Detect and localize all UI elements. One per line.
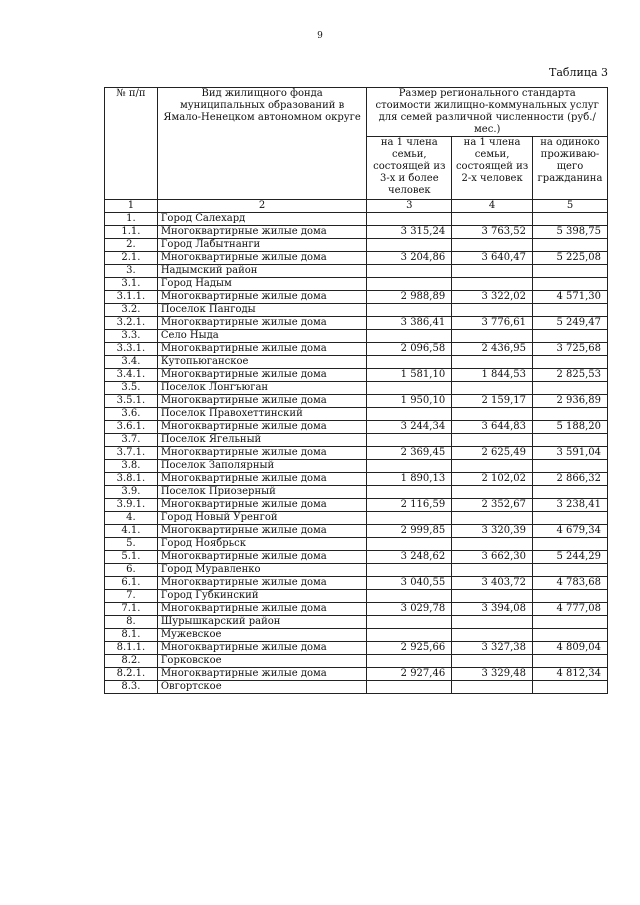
housing-type-cell: Надымский район bbox=[157, 265, 367, 278]
housing-type-cell: Многоквартирные жилые дома bbox=[157, 343, 367, 356]
row-number-cell: 3.4.1. bbox=[105, 369, 158, 382]
row-number-cell: 3.2. bbox=[105, 304, 158, 317]
housing-type-cell: Кутопьюганское bbox=[157, 356, 367, 369]
value-family-2-cell bbox=[452, 538, 533, 551]
value-family-3plus-cell: 3 248,62 bbox=[367, 551, 452, 564]
table-row bbox=[105, 356, 608, 369]
value-single-cell bbox=[533, 239, 608, 252]
housing-standard-table bbox=[104, 87, 608, 694]
value-family-2-cell: 2 102,02 bbox=[452, 473, 533, 486]
row-number-cell: 8.3. bbox=[105, 681, 158, 694]
row-number-cell: 8.1.1. bbox=[105, 642, 158, 655]
value-family-2-cell bbox=[452, 434, 533, 447]
value-family-3plus-cell: 3 386,41 bbox=[367, 317, 452, 330]
value-single-cell bbox=[533, 213, 608, 226]
row-number-cell: 6. bbox=[105, 564, 158, 577]
housing-type-cell: Многоквартирные жилые дома bbox=[157, 447, 367, 460]
row-number-cell: 3.3.1. bbox=[105, 343, 158, 356]
housing-type-cell: Многоквартирные жилые дома bbox=[157, 369, 367, 382]
row-number-cell: 3.5.1. bbox=[105, 395, 158, 408]
value-single-cell bbox=[533, 538, 608, 551]
table-row bbox=[105, 369, 608, 382]
row-number-cell: 3.9. bbox=[105, 486, 158, 499]
housing-type-cell: Многоквартирные жилые дома bbox=[157, 252, 367, 265]
table-row bbox=[105, 460, 608, 473]
value-family-2-cell bbox=[452, 590, 533, 603]
housing-type-cell: Многоквартирные жилые дома bbox=[157, 525, 367, 538]
value-family-2-cell: 2 352,67 bbox=[452, 499, 533, 512]
row-number-cell: 3.8.1. bbox=[105, 473, 158, 486]
table-row bbox=[105, 538, 608, 551]
housing-type-cell: Многоквартирные жилые дома bbox=[157, 499, 367, 512]
row-number-cell: 6.1. bbox=[105, 577, 158, 590]
value-family-2-cell: 1 844,53 bbox=[452, 369, 533, 382]
value-family-3plus-cell bbox=[367, 434, 452, 447]
row-number-cell: 7.1. bbox=[105, 603, 158, 616]
table-row bbox=[105, 304, 608, 317]
value-family-2-cell: 3 320,39 bbox=[452, 525, 533, 538]
table-row bbox=[105, 512, 608, 525]
value-family-3plus-cell bbox=[367, 486, 452, 499]
housing-type-cell: Многоквартирные жилые дома bbox=[157, 473, 367, 486]
table-body bbox=[105, 213, 608, 694]
housing-type-cell: Многоквартирные жилые дома bbox=[157, 551, 367, 564]
housing-type-cell: Многоквартирные жилые дома bbox=[157, 291, 367, 304]
table-row bbox=[105, 434, 608, 447]
row-number-cell: 3.7.1. bbox=[105, 447, 158, 460]
header-standard-group: Размер регионального стандарта стоимости жилищно-коммунальных услуг для семей различной численности (руб./мес.) bbox=[367, 88, 608, 137]
value-family-2-cell bbox=[452, 278, 533, 291]
housing-type-cell: Поселок Лонгъюган bbox=[157, 382, 367, 395]
value-family-3plus-cell: 2 925,66 bbox=[367, 642, 452, 655]
table-row bbox=[105, 395, 608, 408]
housing-type-cell: Горковское bbox=[157, 655, 367, 668]
housing-type-cell: Многоквартирные жилые дома bbox=[157, 668, 367, 681]
housing-type-cell: Город Лабытнанги bbox=[157, 239, 367, 252]
table-row bbox=[105, 265, 608, 278]
page-number: 9 bbox=[317, 31, 323, 41]
housing-type-cell: Село Ныда bbox=[157, 330, 367, 343]
header-family-2: на 1 члена семьи, состоящей из 2-х человек bbox=[452, 137, 533, 200]
value-family-3plus-cell bbox=[367, 616, 452, 629]
table-row bbox=[105, 642, 608, 655]
value-single-cell bbox=[533, 486, 608, 499]
row-number-cell: 3.1. bbox=[105, 278, 158, 291]
value-single-cell: 4 812,34 bbox=[533, 668, 608, 681]
value-family-2-cell bbox=[452, 681, 533, 694]
table-row bbox=[105, 239, 608, 252]
housing-type-cell: Город Салехард bbox=[157, 213, 367, 226]
row-number-cell: 2. bbox=[105, 239, 158, 252]
value-single-cell bbox=[533, 382, 608, 395]
header-housing-type: Вид жилищного фонда муниципальных образований в Ямало-Ненецком автономном округе bbox=[157, 88, 367, 200]
row-number-cell: 2.1. bbox=[105, 252, 158, 265]
value-single-cell: 2 866,32 bbox=[533, 473, 608, 486]
table-row bbox=[105, 226, 608, 239]
value-family-3plus-cell bbox=[367, 655, 452, 668]
table-row bbox=[105, 681, 608, 694]
housing-type-cell: Многоквартирные жилые дома bbox=[157, 577, 367, 590]
value-family-3plus-cell: 3 244,34 bbox=[367, 421, 452, 434]
row-number-cell: 8.2. bbox=[105, 655, 158, 668]
value-single-cell: 2 825,53 bbox=[533, 369, 608, 382]
value-family-3plus-cell: 2 999,85 bbox=[367, 525, 452, 538]
column-number: 4 bbox=[452, 200, 533, 213]
housing-type-cell: Город Надым bbox=[157, 278, 367, 291]
value-single-cell bbox=[533, 265, 608, 278]
table-row bbox=[105, 577, 608, 590]
value-family-2-cell: 2 625,49 bbox=[452, 447, 533, 460]
value-single-cell: 4 777,08 bbox=[533, 603, 608, 616]
value-family-3plus-cell bbox=[367, 330, 452, 343]
value-single-cell: 5 398,75 bbox=[533, 226, 608, 239]
row-number-cell: 3.7. bbox=[105, 434, 158, 447]
column-number: 5 bbox=[533, 200, 608, 213]
column-number: 1 bbox=[105, 200, 158, 213]
table-row bbox=[105, 564, 608, 577]
value-single-cell: 5 244,29 bbox=[533, 551, 608, 564]
table-row bbox=[105, 473, 608, 486]
value-family-3plus-cell bbox=[367, 590, 452, 603]
value-single-cell bbox=[533, 356, 608, 369]
value-single-cell: 4 571,30 bbox=[533, 291, 608, 304]
value-single-cell bbox=[533, 681, 608, 694]
value-family-2-cell bbox=[452, 486, 533, 499]
header-single: на одиноко проживаю-щего гражданина bbox=[533, 137, 608, 200]
table-row bbox=[105, 551, 608, 564]
housing-type-cell: Город Новый Уренгой bbox=[157, 512, 367, 525]
value-family-2-cell bbox=[452, 330, 533, 343]
housing-type-cell: Поселок Приозерный bbox=[157, 486, 367, 499]
value-single-cell bbox=[533, 629, 608, 642]
value-family-3plus-cell: 1 950,10 bbox=[367, 395, 452, 408]
table-row bbox=[105, 655, 608, 668]
value-family-3plus-cell: 2 369,45 bbox=[367, 447, 452, 460]
value-single-cell: 5 188,20 bbox=[533, 421, 608, 434]
housing-type-cell: Овгортское bbox=[157, 681, 367, 694]
value-single-cell bbox=[533, 304, 608, 317]
value-family-2-cell bbox=[452, 564, 533, 577]
value-single-cell: 2 936,89 bbox=[533, 395, 608, 408]
table-row bbox=[105, 343, 608, 356]
row-number-cell: 1.1. bbox=[105, 226, 158, 239]
table-row bbox=[105, 590, 608, 603]
value-single-cell bbox=[533, 512, 608, 525]
value-family-3plus-cell: 2 988,89 bbox=[367, 291, 452, 304]
table-row bbox=[105, 447, 608, 460]
row-number-cell: 8.2.1. bbox=[105, 668, 158, 681]
row-number-cell: 4. bbox=[105, 512, 158, 525]
value-single-cell: 4 809,04 bbox=[533, 642, 608, 655]
row-number-cell: 3.4. bbox=[105, 356, 158, 369]
value-single-cell bbox=[533, 590, 608, 603]
housing-type-cell: Мужевское bbox=[157, 629, 367, 642]
value-family-2-cell bbox=[452, 408, 533, 421]
column-number: 2 bbox=[157, 200, 367, 213]
row-number-cell: 4.1. bbox=[105, 525, 158, 538]
value-family-2-cell bbox=[452, 265, 533, 278]
value-family-2-cell bbox=[452, 655, 533, 668]
value-single-cell: 4 679,34 bbox=[533, 525, 608, 538]
value-family-2-cell bbox=[452, 239, 533, 252]
value-family-3plus-cell: 3 029,78 bbox=[367, 603, 452, 616]
table-row bbox=[105, 213, 608, 226]
value-family-2-cell: 3 322,02 bbox=[452, 291, 533, 304]
value-single-cell: 4 783,68 bbox=[533, 577, 608, 590]
value-single-cell bbox=[533, 616, 608, 629]
value-family-2-cell bbox=[452, 616, 533, 629]
row-number-cell: 8. bbox=[105, 616, 158, 629]
value-family-3plus-cell bbox=[367, 382, 452, 395]
header-number: № п/п bbox=[105, 88, 158, 200]
value-single-cell bbox=[533, 460, 608, 473]
value-family-2-cell: 3 644,83 bbox=[452, 421, 533, 434]
value-family-3plus-cell bbox=[367, 629, 452, 642]
table-row bbox=[105, 603, 608, 616]
housing-type-cell: Поселок Ягельный bbox=[157, 434, 367, 447]
table-row bbox=[105, 278, 608, 291]
housing-type-cell: Город Губкинский bbox=[157, 590, 367, 603]
value-single-cell bbox=[533, 434, 608, 447]
value-family-2-cell bbox=[452, 460, 533, 473]
value-family-2-cell: 3 662,30 bbox=[452, 551, 533, 564]
value-family-2-cell bbox=[452, 382, 533, 395]
housing-type-cell: Многоквартирные жилые дома bbox=[157, 395, 367, 408]
value-family-3plus-cell: 1 581,10 bbox=[367, 369, 452, 382]
value-family-3plus-cell: 2 116,59 bbox=[367, 499, 452, 512]
housing-type-cell: Поселок Пангоды bbox=[157, 304, 367, 317]
value-family-3plus-cell bbox=[367, 213, 452, 226]
value-single-cell bbox=[533, 655, 608, 668]
housing-type-cell: Многоквартирные жилые дома bbox=[157, 642, 367, 655]
row-number-cell: 8.1. bbox=[105, 629, 158, 642]
table-row bbox=[105, 421, 608, 434]
value-single-cell: 5 249,47 bbox=[533, 317, 608, 330]
value-family-3plus-cell: 3 315,24 bbox=[367, 226, 452, 239]
row-number-cell: 5.1. bbox=[105, 551, 158, 564]
table-row bbox=[105, 317, 608, 330]
row-number-cell: 3.9.1. bbox=[105, 499, 158, 512]
housing-type-cell: Шурышкарский район bbox=[157, 616, 367, 629]
table-row bbox=[105, 668, 608, 681]
value-family-2-cell bbox=[452, 304, 533, 317]
value-family-3plus-cell bbox=[367, 512, 452, 525]
value-family-3plus-cell bbox=[367, 304, 452, 317]
value-family-3plus-cell: 2 927,46 bbox=[367, 668, 452, 681]
row-number-cell: 5. bbox=[105, 538, 158, 551]
value-family-3plus-cell bbox=[367, 564, 452, 577]
row-number-cell: 3. bbox=[105, 265, 158, 278]
row-number-cell: 3.5. bbox=[105, 382, 158, 395]
row-number-cell: 3.8. bbox=[105, 460, 158, 473]
housing-type-cell: Многоквартирные жилые дома bbox=[157, 317, 367, 330]
value-family-3plus-cell bbox=[367, 408, 452, 421]
table-row bbox=[105, 330, 608, 343]
value-family-3plus-cell bbox=[367, 278, 452, 291]
value-family-3plus-cell: 1 890,13 bbox=[367, 473, 452, 486]
value-single-cell: 3 725,68 bbox=[533, 343, 608, 356]
value-family-3plus-cell bbox=[367, 356, 452, 369]
row-number-cell: 1. bbox=[105, 213, 158, 226]
value-family-2-cell bbox=[452, 512, 533, 525]
value-family-3plus-cell: 3 204,86 bbox=[367, 252, 452, 265]
table-row bbox=[105, 382, 608, 395]
row-number-cell: 3.1.1. bbox=[105, 291, 158, 304]
value-single-cell: 5 225,08 bbox=[533, 252, 608, 265]
value-family-2-cell: 3 394,08 bbox=[452, 603, 533, 616]
value-family-2-cell bbox=[452, 213, 533, 226]
table-row bbox=[105, 499, 608, 512]
value-family-3plus-cell bbox=[367, 265, 452, 278]
housing-type-cell: Многоквартирные жилые дома bbox=[157, 603, 367, 616]
row-number-cell: 7. bbox=[105, 590, 158, 603]
housing-type-cell: Поселок Правохеттинский bbox=[157, 408, 367, 421]
table-row bbox=[105, 291, 608, 304]
housing-type-cell: Многоквартирные жилые дома bbox=[157, 226, 367, 239]
value-single-cell bbox=[533, 330, 608, 343]
value-family-2-cell: 3 640,47 bbox=[452, 252, 533, 265]
value-family-3plus-cell bbox=[367, 460, 452, 473]
table-row bbox=[105, 629, 608, 642]
value-single-cell: 3 238,41 bbox=[533, 499, 608, 512]
housing-type-cell: Город Муравленко bbox=[157, 564, 367, 577]
row-number-cell: 3.2.1. bbox=[105, 317, 158, 330]
column-number: 3 bbox=[367, 200, 452, 213]
table-title: Таблица 3 bbox=[549, 66, 608, 79]
table-row bbox=[105, 252, 608, 265]
row-number-cell: 3.3. bbox=[105, 330, 158, 343]
value-family-2-cell: 3 776,61 bbox=[452, 317, 533, 330]
value-family-3plus-cell: 2 096,58 bbox=[367, 343, 452, 356]
table-row bbox=[105, 408, 608, 421]
value-family-2-cell: 2 159,17 bbox=[452, 395, 533, 408]
table-row bbox=[105, 486, 608, 499]
row-number-cell: 3.6.1. bbox=[105, 421, 158, 434]
header-family-3plus: на 1 члена семьи, состоящей из 3-х и более человек bbox=[367, 137, 452, 200]
value-family-2-cell: 3 327,38 bbox=[452, 642, 533, 655]
value-family-2-cell: 3 329,48 bbox=[452, 668, 533, 681]
value-family-2-cell bbox=[452, 356, 533, 369]
row-number-cell: 3.6. bbox=[105, 408, 158, 421]
value-family-3plus-cell bbox=[367, 681, 452, 694]
value-single-cell bbox=[533, 564, 608, 577]
housing-type-cell: Город Ноябрьск bbox=[157, 538, 367, 551]
value-single-cell: 3 591,04 bbox=[533, 447, 608, 460]
value-single-cell bbox=[533, 408, 608, 421]
value-family-3plus-cell bbox=[367, 239, 452, 252]
table-row bbox=[105, 525, 608, 538]
value-family-2-cell: 3 763,52 bbox=[452, 226, 533, 239]
housing-type-cell: Поселок Заполярный bbox=[157, 460, 367, 473]
housing-type-cell: Многоквартирные жилые дома bbox=[157, 421, 367, 434]
value-family-2-cell: 3 403,72 bbox=[452, 577, 533, 590]
value-family-2-cell: 2 436,95 bbox=[452, 343, 533, 356]
table-row bbox=[105, 616, 608, 629]
value-family-3plus-cell bbox=[367, 538, 452, 551]
value-family-2-cell bbox=[452, 629, 533, 642]
value-single-cell bbox=[533, 278, 608, 291]
value-family-3plus-cell: 3 040,55 bbox=[367, 577, 452, 590]
